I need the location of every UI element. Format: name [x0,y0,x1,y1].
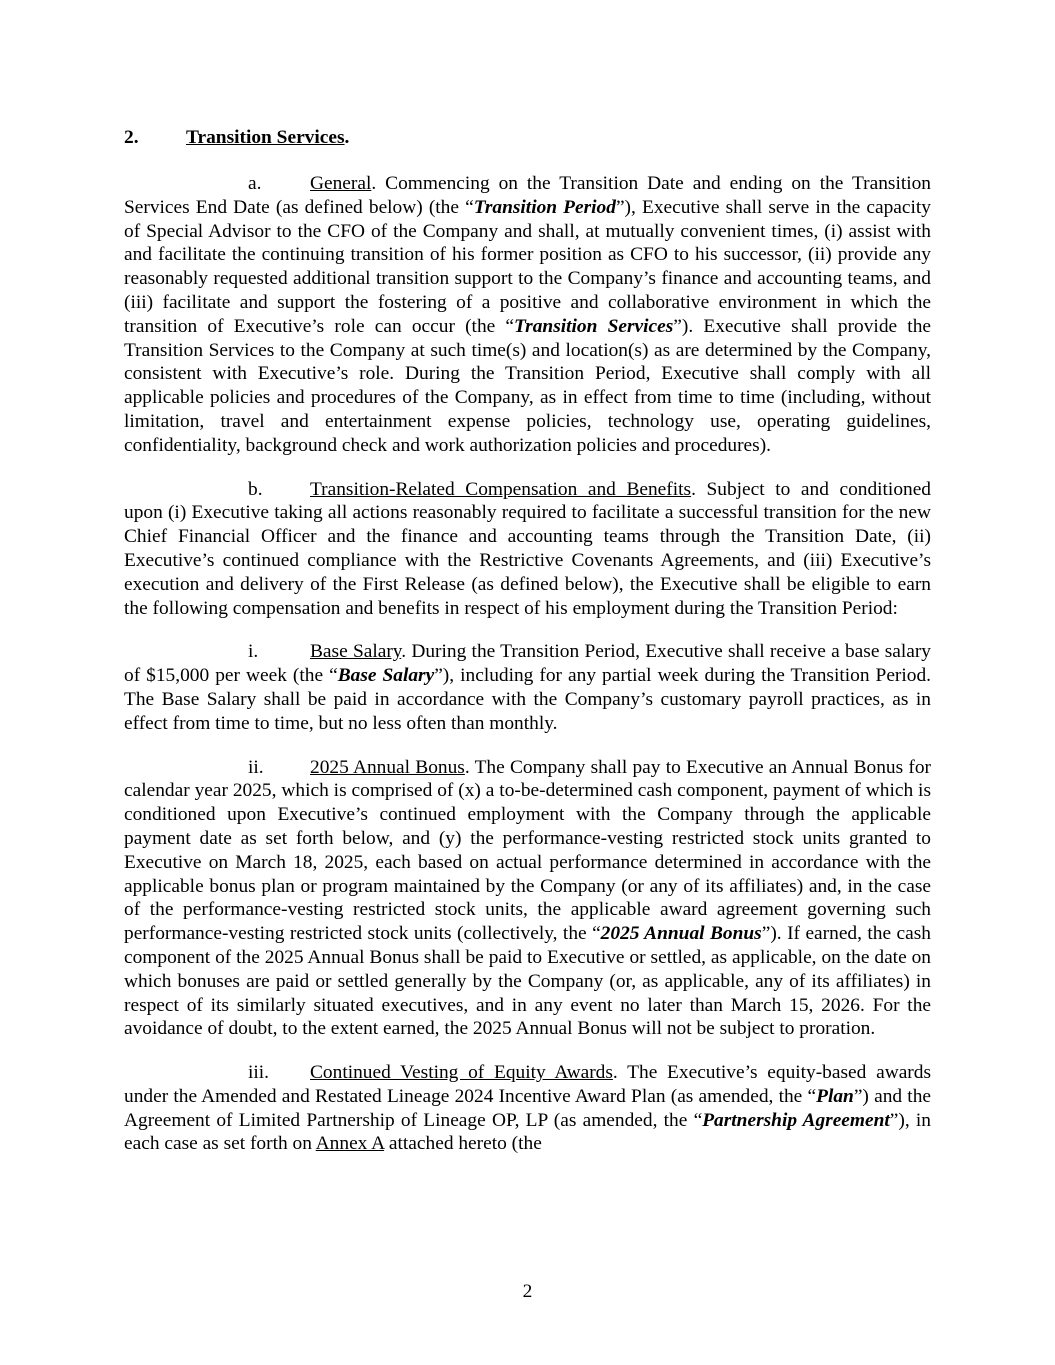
paragraph-text: . The Executive’s equity-based awards under the Amended and Restated Lineage 2024 Incentive Award Plan (as amended, the “ [124,1062,931,1107]
section-title: Transition Services [186,127,345,148]
defined-term: Partnership Agreement [702,1109,890,1131]
paragraph-heading: Continued Vesting of Equity Awards [310,1062,613,1084]
paragraph-text: ”) and the Agreement of Limited Partnership of Lineage OP, LP (as amended, the “ [124,1085,931,1131]
paragraph-text: ”), in each case as set forth on [124,1109,931,1155]
paragraph-ii-annual-bonus [124,756,931,1042]
section-number: 2. [124,127,139,148]
paragraph-text: ”). Executive shall provide the Transition Services to the Company at such time(s) and location(s) as are determined by the Company, consistent with Executive’s role. During the Transition Period, Executive shall comply with all applicable policies and procedures of the Company, as in effect from time to time (including, without limitation, travel and entertainment expense policies, technology use, operating guidelines, confidentiality, background check and work authorization policies and procedures). [124,315,931,456]
paragraph-text: ”), Executive shall serve in the capacity of Special Advisor to the CFO of the Company and shall, at mutually convenient times, (i) assist with and facilitate the continuing transition of his former position as CFO to his successor, (ii) provide any reasonably requested additional transition support to the Company’s finance and accounting teams, and (iii) facilitate and support the fostering of a positive and collaborative environment in which the transition of Executive’s role can occur (the “ [124,196,931,337]
paragraph-text: ”). If earned, the cash component of the 2025 Annual Bonus shall be paid to Executive or settled, as applicable, on the date on which bonuses are paid or settled generally by the Company (or, as applicable, any of its affiliates) in respect of its similarly situated executives, and in any event no later than March 15, 2026. For the avoidance of doubt, to the extent earned, the 2025 Annual Bonus will not be subject to proration. [124,923,931,1040]
section-title-punct: . [344,127,350,148]
annex-reference: Annex A [315,1133,385,1155]
document-body [124,126,931,1156]
paragraph-marker: a. [248,173,262,194]
page-number: 2 [522,1281,533,1302]
paragraph-marker: b. [248,478,263,500]
paragraph-heading: Transition-Related Compensation and Benefits [310,478,692,500]
section-heading [124,126,931,150]
paragraph-b-compensation [124,478,931,621]
defined-term: Plan [816,1085,854,1107]
paragraph-heading: Base Salary [310,641,402,663]
paragraph-text: attached hereto (the [384,1133,542,1155]
defined-term: Transition Period [473,196,616,218]
paragraph-a-general [124,172,931,458]
paragraph-marker: iii. [248,1062,270,1084]
defined-term: Transition Services [514,315,674,337]
paragraph-marker: ii. [248,756,264,778]
paragraph-text: . Commencing on the Transition Date and ending on the Transition Services End Date (as defined below) (the “ [124,173,931,218]
paragraph-text: ”), including for any partial week during the Transition Period. The Base Salary shall be paid in accordance with the Company’s customary payroll practices, as in effect from time to time, but no less often than monthly. [124,665,932,734]
defined-term: 2025 Annual Bonus [600,923,762,945]
paragraph-iii-equity-awards [124,1061,931,1156]
paragraph-heading: General [310,173,372,194]
paragraph-text: . During the Transition Period, Executive shall receive a base salary of $15,000 per week (the “ [124,641,931,687]
paragraph-i-base-salary [124,640,931,735]
defined-term: Base Salary [337,665,435,687]
paragraph-text: . The Company shall pay to Executive an Annual Bonus for calendar year 2025, which is comprised of (x) a to-be-determined cash component, payment of which is conditioned upon Executive’s continued employment with the Company through the applicable payment date as set forth below, and (y) the performance-vesting restricted stock units granted to Executive on March 18, 2025, each based on actual performance determined in accordance with the applicable bonus plan or program maintained by the Company (or any of its affiliates) and, in the case of the performance-vesting restricted stock units, the applicable award agreement governing such performance-vesting restricted stock units (collectively, the “ [124,756,931,945]
paragraph-heading: 2025 Annual Bonus [310,756,465,778]
paragraph-marker: i. [248,641,259,663]
paragraph-text: . Subject to and conditioned upon (i) Executive taking all actions reasonably required to facilitate a successful transition for the new Chief Financial Officer and the finance and accounting teams through the Transition Date, (ii) Executive’s continued compliance with the Restrictive Covenants Agreements, and (iii) Executive’s execution and delivery of the First Release (as defined below), the Executive shall be eligible to earn the following compensation and benefits in respect of his employment during the Transition Period: [124,478,932,619]
